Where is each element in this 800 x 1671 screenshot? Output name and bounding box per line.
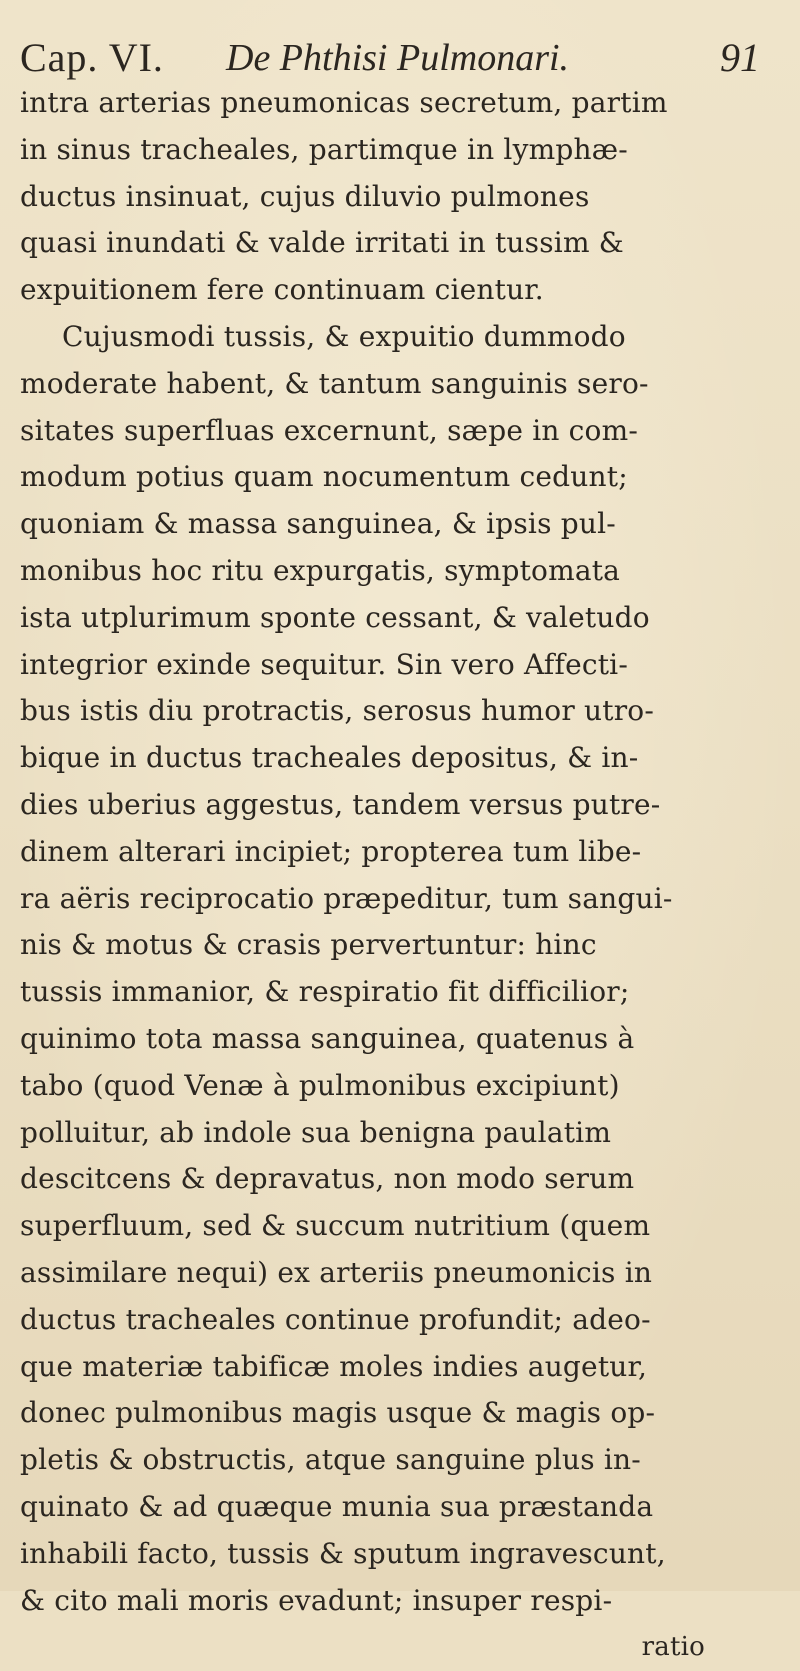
text-line: quoniam & massa sanguinea, & ipsis pul- (20, 507, 616, 541)
text-line: polluitur, ab indole sua benigna paulatim (20, 1115, 612, 1149)
page-number: 91 (720, 35, 760, 80)
text-line: pletis & obstructis, atque sanguine plus in- (20, 1443, 641, 1477)
text-line: nis & motus & crasis pervertuntur: hinc (20, 928, 597, 962)
text-line: quinato & ad quæque munia sua præstanda (20, 1489, 654, 1523)
text-line: monibus hoc ritu expurgatis, symptomata (20, 553, 621, 587)
text-line: ductus tracheales continue profundit; adeo- (20, 1302, 651, 1336)
text-line: descitcens & depravatus, non modo serum (20, 1162, 635, 1196)
text-line: que materiæ tabificæ moles indies augetur, (20, 1349, 648, 1383)
text-line: tabo (quod Venæ à pulmonibus excipiunt) (20, 1068, 620, 1102)
text-line: Cujusmodi tussis, & expuitio dummodo (62, 319, 626, 353)
text-line: dinem alterari incipiet; propterea tum libe- (20, 834, 642, 868)
running-header (20, 28, 760, 88)
text-line: tussis immanior, & respiratio fit difficilior; (20, 975, 630, 1009)
text-line: expuitionem fere continuam cientur. (20, 273, 544, 307)
body-text (20, 80, 720, 1671)
text-line: moderate habent, & tantum sanguinis sero- (20, 366, 649, 400)
text-line: donec pulmonibus magis usque & magis op- (20, 1396, 656, 1430)
catchword: ratio (641, 1632, 705, 1663)
text-line: quasi inundati & valde irritati in tussim & (20, 226, 624, 260)
text-line: modum potius quam nocumentum cedunt; (20, 460, 628, 494)
text-line: bus istis diu protractis, serosus humor utro- (20, 694, 654, 728)
text-line: ductus insinuat, cujus diluvio pulmones (20, 179, 590, 213)
text-line: assimilare nequi) ex arteriis pneumonicis in (20, 1255, 653, 1289)
text-line: ra aëris reciprocatio præpeditur, tum sangui- (20, 881, 673, 915)
text-line: bique in ductus tracheales depositus, & in- (20, 741, 639, 775)
text-line: & cito mali moris evadunt; insuper respi- (20, 1583, 613, 1617)
text-line: superfluum, sed & succum nutritium (quem (20, 1209, 651, 1243)
text-line: integrior exinde sequitur. Sin vero Affecti- (20, 647, 628, 681)
text-line: dies uberius aggestus, tandem versus putre- (20, 787, 661, 821)
chapter-number: Cap. VI. (20, 35, 164, 80)
text-line: quinimo tota massa sanguinea, quatenus à (20, 1021, 635, 1055)
text-line: in sinus tracheales, partimque in lymphæ- (20, 132, 628, 166)
running-title: De Phthisi Pulmonari. (226, 37, 570, 79)
text-line: sitates superfluas excernunt, sæpe in com- (20, 413, 639, 447)
text-line: ista utplurimum sponte cessant, & valetudo (20, 600, 650, 634)
text-line: inhabili facto, tussis & sputum ingravescunt, (20, 1536, 666, 1570)
text-line: intra arterias pneumonicas secretum, partim (20, 86, 668, 119)
